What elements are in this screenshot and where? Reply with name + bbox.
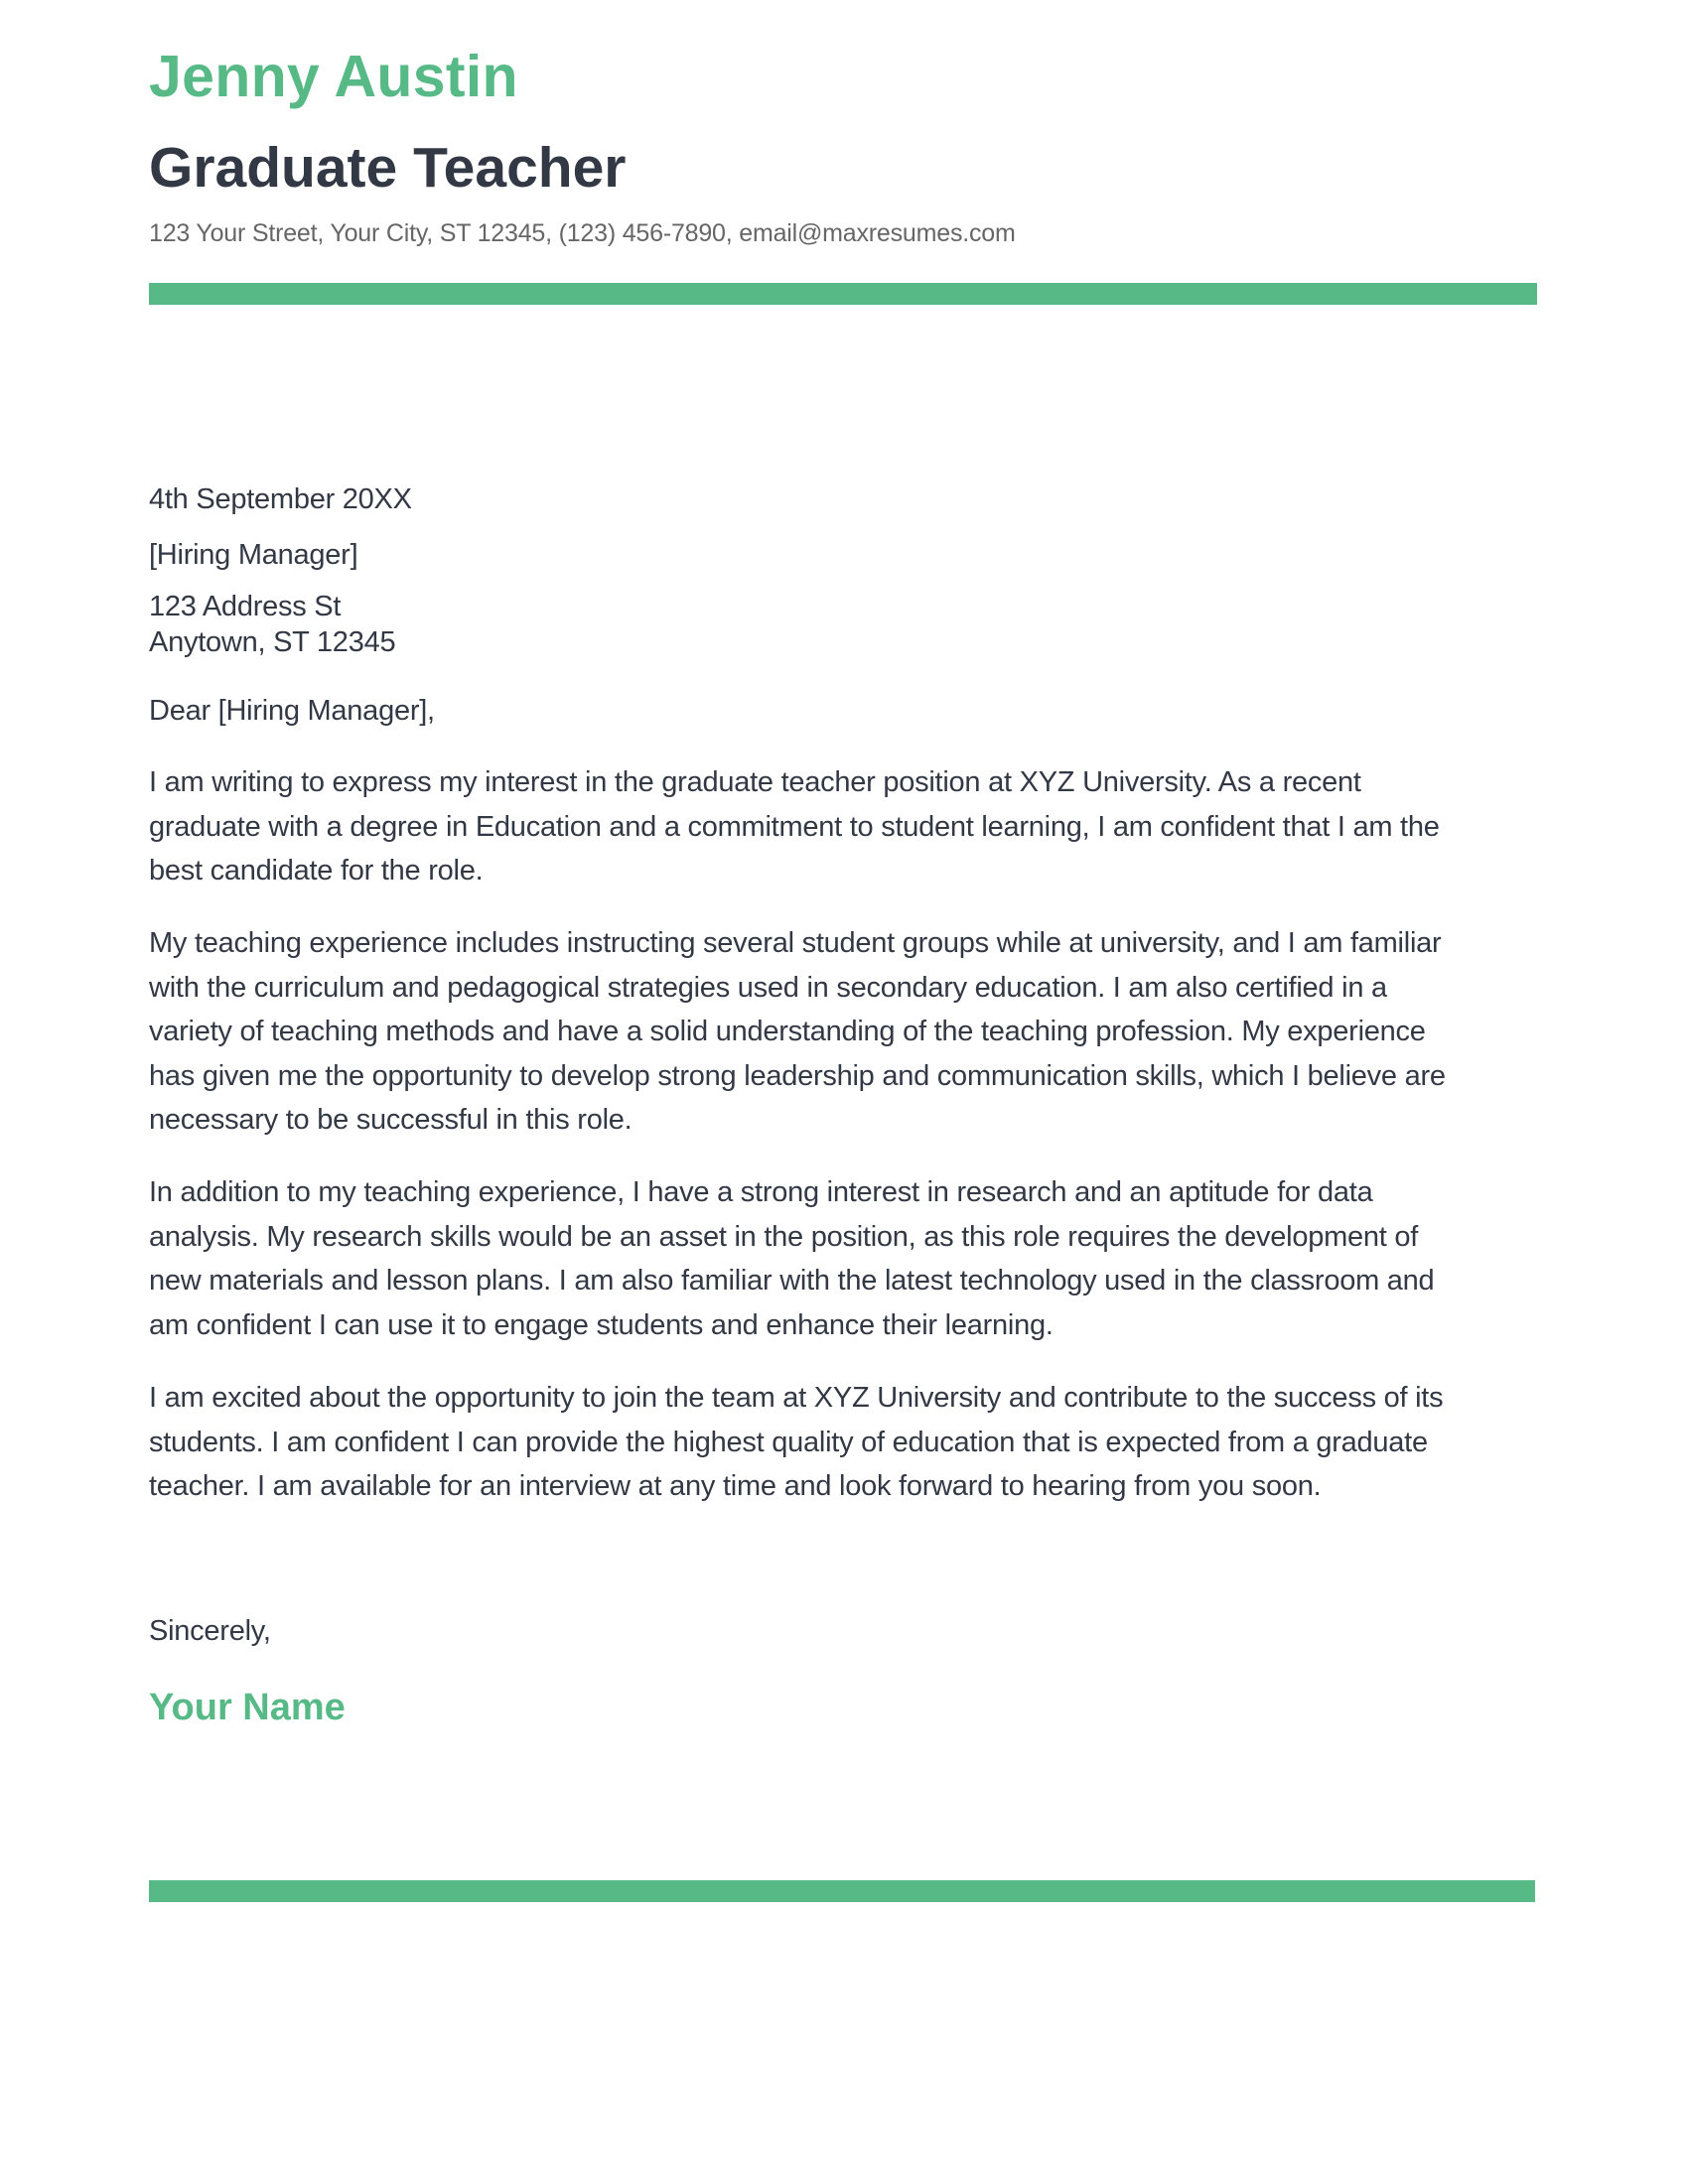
- paragraph-line: best candidate for the role.: [149, 855, 484, 887]
- paragraph-line: am confident I can use it to engage students and enhance their learning.: [149, 1308, 1054, 1341]
- paragraph-1: [149, 760, 1440, 893]
- applicant-name: Jenny Austin: [149, 44, 518, 109]
- paragraph-3: [149, 1170, 1434, 1347]
- paragraph-line: I am writing to express my interest in the graduate teacher position at XYZ University. As a recent: [149, 766, 1361, 798]
- paragraph-4: [149, 1376, 1443, 1509]
- bottom-divider-bar: [149, 1880, 1535, 1902]
- top-divider-bar: [149, 283, 1537, 305]
- paragraph-line: teacher. I am available for an interview at any time and look forward to hearing from you soon.: [149, 1470, 1322, 1502]
- signature-name: Your Name: [149, 1687, 346, 1728]
- address-line: 123 Address St: [149, 591, 342, 622]
- closing: Sincerely,: [149, 1615, 271, 1647]
- job-title: Graduate Teacher: [149, 136, 627, 200]
- paragraph-line: with the curriculum and pedagogical strategies used in secondary education. I am also certified in a: [149, 971, 1387, 1004]
- paragraph-line: My teaching experience includes instructing several student groups while at university, and I am familiar: [149, 927, 1442, 959]
- paragraph-line: new materials and lesson plans. I am also familiar with the latest technology used in the classroom and: [149, 1265, 1435, 1297]
- recipient-address: [149, 589, 395, 660]
- paragraph-line: variety of teaching methods and have a solid understanding of the teaching profession. My experience: [149, 1016, 1426, 1047]
- paragraph-line: In addition to my teaching experience, I have a strong interest in research and an aptitude for data: [149, 1176, 1373, 1208]
- paragraph-line: graduate with a degree in Education and a commitment to student learning, I am confident that I am the: [149, 810, 1440, 843]
- letter-date: 4th September 20XX: [149, 483, 412, 515]
- paragraph-line: has given me the opportunity to develop strong leadership and communication skills, which I believe are: [149, 1059, 1446, 1092]
- paragraph-line: students. I am confident I can provide the highest quality of education that is expected from a graduate: [149, 1426, 1428, 1458]
- recipient-name: [Hiring Manager]: [149, 539, 358, 571]
- paragraph-line: analysis. My research skills would be an asset in the position, as this role requires the development of: [149, 1220, 1419, 1253]
- paragraph-line: I am excited about the opportunity to join the team at XYZ University and contribute to the success of its: [149, 1382, 1444, 1414]
- salutation: Dear [Hiring Manager],: [149, 695, 435, 727]
- paragraph-line: necessary to be successful in this role.: [149, 1104, 633, 1136]
- address-line: Anytown, ST 12345: [149, 626, 396, 658]
- paragraph-2: [149, 921, 1446, 1143]
- contact-info: 123 Your Street, Your City, ST 12345, (123) 456-7890, email@maxresumes.com: [149, 219, 1016, 247]
